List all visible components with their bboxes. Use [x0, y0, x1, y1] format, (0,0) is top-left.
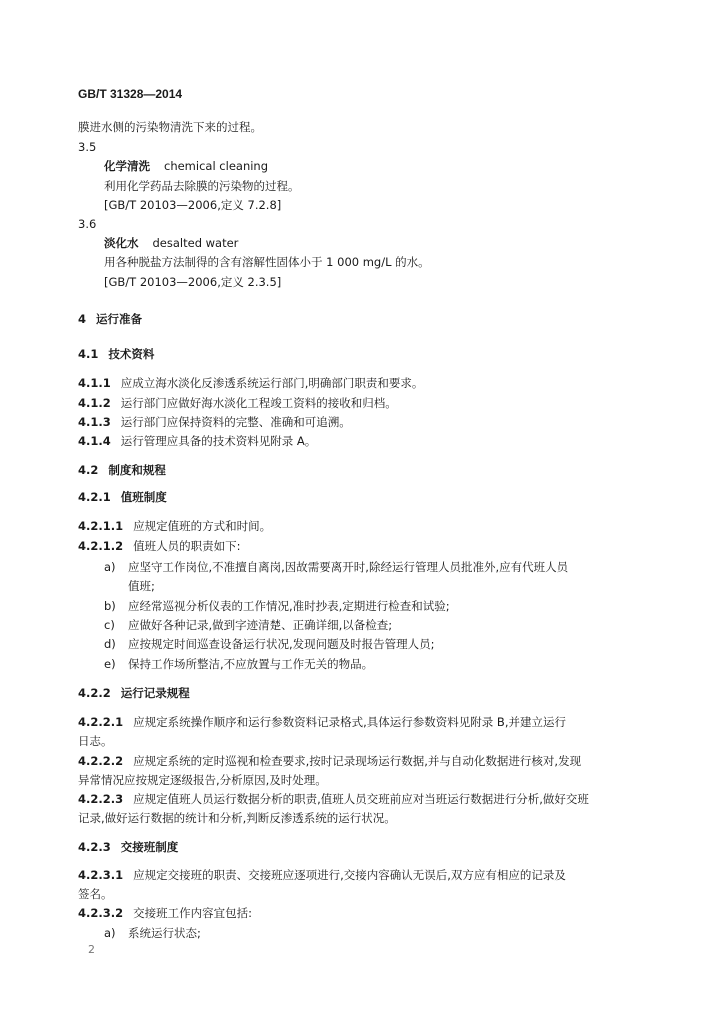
list-item-text: 应坚守工作岗位,不准擅自离岗,因故需要离开时,除经运行管理人员批准外,应有代班人员: [128, 560, 569, 574]
section-title: 值班制度: [120, 490, 167, 504]
term-source: [GB/T 20103—2006,定义 7.2.8]: [104, 198, 282, 212]
clause-continuation: 异常情况应按规定逐级报告,分析原因,及时处理。: [78, 773, 327, 787]
term-definition: 用各种脱盐方法制得的含有溶解性固体小于 1 000 mg/L 的水。: [104, 255, 430, 269]
clause-number: 4.2.3.2: [78, 906, 124, 920]
clause-number: 4.2.2.2: [78, 754, 124, 768]
clause-continuation: 记录,做好运行数据的统计和分析,判断反渗透系统的运行状况。: [78, 811, 396, 825]
clause-number: 4.1.2: [78, 396, 111, 410]
clause-line: [78, 791, 589, 807]
clause-line: [78, 905, 252, 921]
clause-line: [78, 433, 316, 449]
section-heading: [78, 311, 142, 327]
list-item-text: 系统运行状态;: [128, 926, 201, 940]
list-item-text: 值班;: [128, 579, 155, 593]
term-entry: [104, 158, 268, 174]
list-item-label: a): [104, 560, 116, 574]
section-title: 交接班制度: [120, 840, 179, 854]
section-number: 4.2: [78, 463, 99, 477]
clause-line: [78, 395, 397, 411]
clause-number: 4.2.2.1: [78, 715, 124, 729]
term-source: [GB/T 20103—2006,定义 2.3.5]: [104, 275, 282, 289]
clause-number: 3.5: [78, 140, 97, 154]
term-definition: 利用化学药品去除膜的污染物的过程。: [104, 179, 300, 193]
text-line: 膜进水侧的污染物清洗下来的过程。: [78, 120, 262, 134]
clause-text: 交接班工作内容宜包括:: [133, 906, 252, 920]
clause-text: 应规定交接班的职责、交接班应逐项进行,交接内容确认无误后,双方应有相应的记录及: [133, 868, 566, 882]
clause-text: 应规定系统的定时巡视和检查要求,按时记录现场运行数据,并与自动化数据进行核对,发现: [133, 754, 582, 768]
section-heading: [78, 685, 190, 701]
list-item-text: 应做好各种记录,做到字迹清楚、正确详细,以备检查;: [128, 618, 393, 632]
clause-number: 4.2.1.1: [78, 519, 124, 533]
section-title: 运行记录规程: [120, 686, 190, 700]
term-english: desalted water: [152, 236, 239, 250]
section-heading: [78, 839, 178, 855]
list-item-label: b): [104, 599, 116, 613]
section-number: 4.2.2: [78, 686, 111, 700]
list-item-label: d): [104, 637, 116, 651]
section-number: 4: [78, 312, 87, 326]
clause-text: 应成立海水淡化反渗透系统运行部门,明确部门职责和要求。: [120, 376, 424, 390]
section-number: 4.2.3: [78, 840, 111, 854]
list-item-text: 保持工作场所整洁,不应放置与工作无关的物品。: [128, 657, 374, 671]
term-english: chemical cleaning: [164, 159, 269, 173]
clause-number: 4.1.1: [78, 376, 111, 390]
clause-number: 3.6: [78, 217, 97, 231]
clause-number: 4.1.4: [78, 434, 111, 448]
clause-line: [78, 753, 581, 769]
clause-text: 运行部门应做好海水淡化工程竣工资料的接收和归档。: [120, 396, 397, 410]
clause-text: 应规定值班的方式和时间。: [133, 519, 272, 533]
term-chinese: 化学清洗: [104, 159, 150, 173]
clause-number: 4.2.1.2: [78, 539, 124, 553]
clause-continuation: 日志。: [78, 734, 113, 748]
clause-text: 值班人员的职责如下:: [133, 539, 241, 553]
clause-text: 应规定系统操作顺序和运行参数资料记录格式,具体运行参数资料见附录 B,并建立运行: [133, 715, 566, 729]
section-number: 4.2.1: [78, 490, 111, 504]
list-item-label: e): [104, 657, 116, 671]
clause-number: 4.2.2.3: [78, 792, 124, 806]
clause-text: 应规定值班人员运行数据分析的职责,值班人员交班前应对当班运行数据进行分析,做好交班: [133, 792, 589, 806]
clause-text: 运行管理应具备的技术资料见附录 A。: [120, 434, 317, 448]
page-number: 2: [88, 943, 95, 956]
clause-text: 运行部门应保持资料的完整、准确和可追溯。: [120, 415, 351, 429]
term-chinese: 淡化水: [104, 236, 139, 250]
section-title: 技术资料: [108, 347, 155, 361]
clause-continuation: 签名。: [78, 887, 113, 901]
section-heading: [78, 346, 154, 362]
section-title: 制度和规程: [108, 463, 166, 477]
section-number: 4.1: [78, 347, 99, 361]
clause-line: [78, 538, 241, 554]
clause-line: [78, 714, 566, 730]
list-item-label: a): [104, 926, 116, 940]
clause-number: 4.2.3.1: [78, 868, 124, 882]
clause-line: [78, 375, 423, 391]
section-title: 运行准备: [96, 312, 143, 326]
term-entry: [104, 235, 238, 251]
clause-number: 4.1.3: [78, 415, 111, 429]
clause-line: [78, 867, 566, 883]
list-item-label: c): [104, 618, 115, 632]
standard-number-header: GB/T 31328—2014: [78, 87, 183, 101]
list-item-text: 应按规定时间巡查设备运行状况,发现问题及时报告管理人员;: [128, 637, 435, 651]
section-heading: [78, 462, 166, 478]
list-item-text: 应经常巡视分析仪表的工作情况,准时抄表,定期进行检查和试验;: [128, 599, 450, 613]
section-heading: [78, 489, 167, 505]
clause-line: [78, 414, 351, 430]
clause-line: [78, 518, 271, 534]
